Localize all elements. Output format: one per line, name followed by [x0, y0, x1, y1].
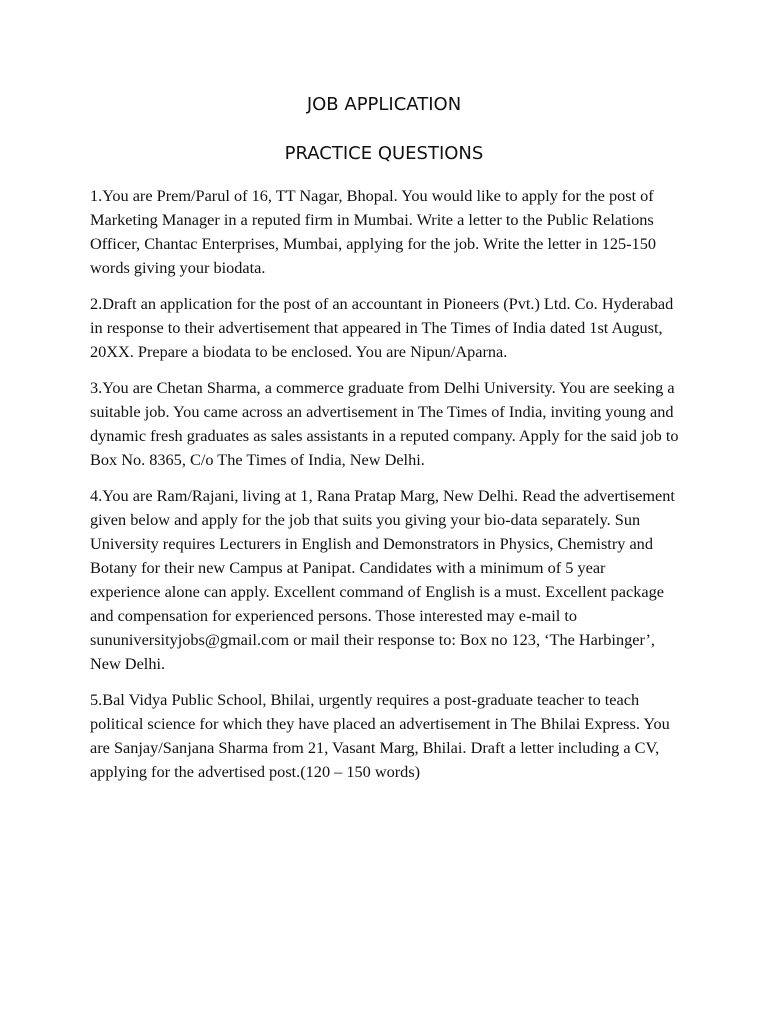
question-1: 1.You are Prem/Parul of 16, TT Nagar, Bhopal. You would like to apply for the post of Marketing Manager in a reputed firm in Mumbai. Write a letter to the Public Relations Officer, Chantac Enterprises, Mumbai, applying for the job. Write the letter in 125-150 words giving your biodata.	[90, 186, 656, 277]
page-subtitle: PRACTICE QUESTIONS	[284, 143, 484, 164]
question-3: 3.You are Chetan Sharma, a commerce graduate from Delhi University. You are seeking a suitable job. You came across an advertisement in The Times of India, inviting young and dynamic fresh graduates as sales assistants in a reputed company. Apply for the said job to Box No. 8365, C/o The Times of India, New Delhi.	[90, 378, 679, 469]
question-2: 2.Draft an application for the post of an accountant in Pioneers (Pvt.) Ltd. Co. Hyderabad in response to their advertisement that appeared in The Times of India dated 1st August, 20XX. Prepare a biodata to be enclosed. You are Nipun/Aparna.	[90, 294, 674, 361]
question-list	[90, 184, 680, 796]
page-title: JOB APPLICATION	[306, 94, 462, 115]
question-5: 5.Bal Vidya Public School, Bhilai, urgently requires a post-graduate teacher to teach political science for which they have placed an advertisement in The Bhilai Express. You are Sanjay/Sanjana Sharma from 21, Vasant Marg, Bhilai. Draft a letter including a CV, applying for the advertised post.(120 – 150 words)	[90, 690, 670, 781]
question-4: 4.You are Ram/Rajani, living at 1, Rana Pratap Marg, New Delhi. Read the advertisement given below and apply for the job that suits you giving your bio-data separately. Sun University requires Lecturers in English and Demonstrators in Physics, Chemistry and Botany for their new Campus at Panipat. Candidates with a minimum of 5 year experience alone can apply. Excellent command of English is a must. Excellent package and compensation for experienced persons. Those interested may e-mail to sununiversityjobs@gmail.com or mail their response to: Box no 123, ‘The Harbinger’, New Delhi.	[90, 486, 675, 673]
